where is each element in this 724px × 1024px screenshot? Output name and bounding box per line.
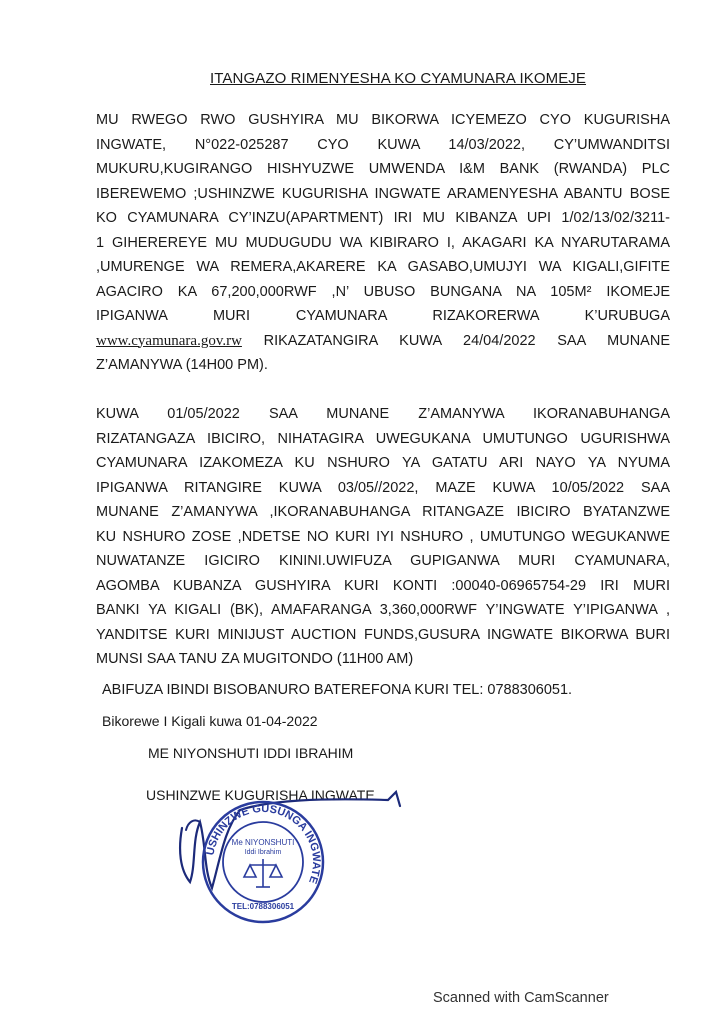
paragraph-line: MU RWEGO RWO GUSHYIRA MU BIKORWA ICYEMEZO CYO KUGURISHA	[96, 112, 670, 128]
paragraph-line: MUNSI SAA TANU ZA MUGITONDO (11H00 AM)	[96, 651, 414, 667]
paragraph-bidding-details	[96, 402, 670, 672]
stamp-subname: Iddi Ibrahim	[244, 849, 282, 856]
url-line-tail: RIKAZATANGIRA KUWA 24/04/2022 SAA MUNANE	[263, 332, 670, 349]
paragraph-line: BANKI YA KIGALI (BK), AMAFARANGA 3,360,000RWF Y’INGWATE Y’IPIGANWA ,	[96, 602, 670, 618]
paragraph-line: IPIGANWA RITANGIRE KUWA 03/05//2022, MAZE KUWA 10/05/2022 SAA	[96, 479, 670, 496]
paragraph-line: KU NSHURO ZOSE ,NDETSE NO KURI IYI NSHURO , UMUTUNGO WEGUKANWE	[96, 528, 670, 545]
scales-of-justice-icon	[244, 859, 282, 887]
paragraph-line: IPIGANWA MURI CYAMUNARA RIZAKORERWA K’URUBUGA	[96, 308, 670, 324]
issue-date: Bikorewe I Kigali kuwa 01-04-2022	[102, 713, 318, 729]
scanner-watermark: Scanned with CamScanner	[433, 990, 609, 1006]
paragraph-line: 1 GIHEREREYE MU MUDUGUDU WA KIBIRARO I, AKAGARI KA NYARUTARAMA	[96, 234, 670, 251]
paragraph-line: INGWATE, N°022-025287 CYO KUWA 14/03/2022, CY’UMWANDITSI	[96, 136, 670, 153]
paragraph-announcement	[96, 108, 670, 378]
signer-name: ME NIYONSHUTI IDDI IBRAHIM	[148, 745, 354, 761]
paragraph-line: CYAMUNARA IZAKOMEZA KU NSHURO YA GATATU ARI NAYO YA NYUMA	[96, 455, 670, 471]
paragraph-line: YANDITSE KURI MINIJUST AUCTION FUNDS,GUSURA INGWATE BIKORWA BURI	[96, 626, 670, 643]
contact-info: ABIFUZA IBINDI BISOBANURO BATEREFONA KURI TEL: 0788306051.	[102, 682, 573, 698]
stamp-name: Me NIYONSHUTI	[231, 838, 295, 847]
paragraph-line-with-url	[96, 329, 670, 354]
paragraph-line: AGACIRO KA 67,200,000RWF ,N’ UBUSO BUNGANA NA 105M² IKOMEJE	[96, 283, 670, 300]
paragraph-line: ,UMURENGE WA REMERA,AKARERE KA GASABO,UMUJYI WA KIGALI,GIFITE	[96, 259, 670, 275]
paragraph-line: AGOMBA KUBANZA GUSHYIRA KURI KONTI :00040-06965754-29 IRI MURI	[96, 577, 670, 594]
paragraph-line: MUKURU,KUGIRANGO HISHYUZWE UMWENDA I&M BANK (RWANDA) PLC	[96, 161, 670, 177]
document-title: ITANGAZO RIMENYESHA KO CYAMUNARA IKOMEJE	[210, 70, 587, 87]
paragraph-line: KO CYAMUNARA CY’INZU(APARTMENT) IRI MU KIBANZA UPI 1/02/13/02/3211-	[96, 210, 670, 226]
stamp-ring-text: USHINZWE GUSUNGA INGWATE	[204, 802, 323, 886]
paragraph-line: KUWA 01/05/2022 SAA MUNANE Z’AMANYWA IKORANABUHANGA	[96, 406, 670, 422]
stamp-telephone: TEL:0788306051	[231, 902, 295, 911]
paragraph-line: NUWATANZE IGICIRO KININI.UWIFUZA GUPIGANWA MURI CYAMUNARA,	[96, 553, 670, 569]
signer-role: USHINZWE KUGURISHA INGWATE	[146, 787, 375, 803]
official-stamp	[198, 797, 328, 927]
auction-website-link[interactable]: www.cyamunara.gov.rw	[96, 332, 242, 349]
paragraph-line: RIZATANGAZA IBICIRO, NIHATAGIRA UWEGUKANA UMUTUNGO UGURISHWA	[96, 430, 670, 447]
paragraph-line: Z’AMANYWA (14H00 PM).	[96, 357, 268, 373]
paragraph-line: MUNANE Z’AMANYWA ,IKORANABUHANGA RITANGAZE IBICIRO BYATANZWE	[96, 504, 670, 520]
paragraph-line: IBEREWEMO ;USHINZWE KUGURISHA INGWATE ARAMENYESHA ABANTU BOSE	[96, 185, 670, 202]
